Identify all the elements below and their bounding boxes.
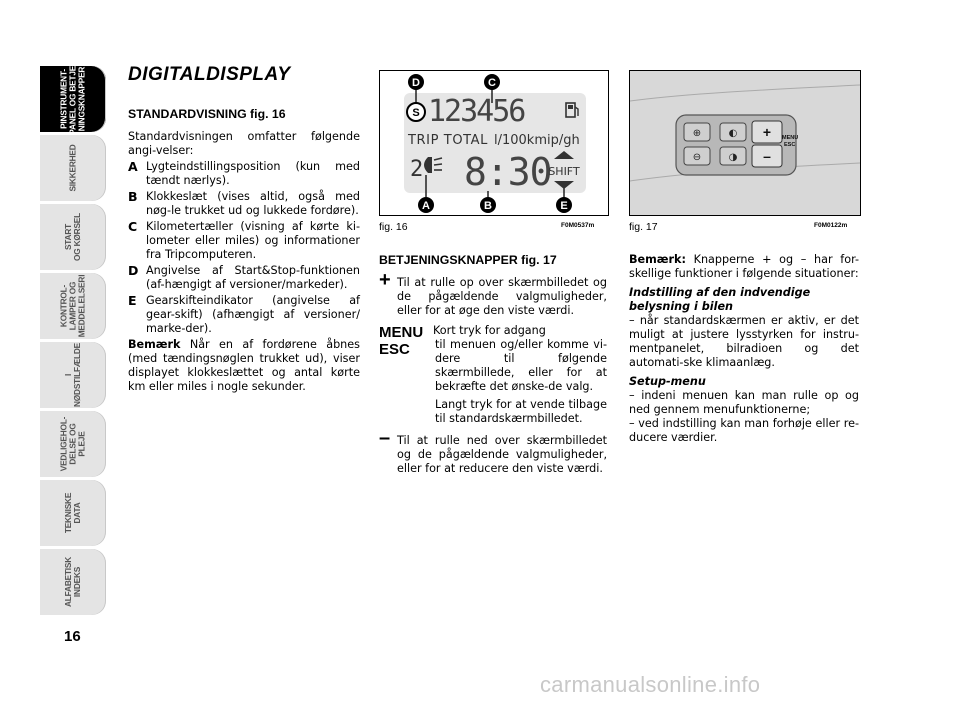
consumption-unit-label: l/100kmip/gh xyxy=(494,133,580,148)
note-text: Knapperne + og – har for-skellige funktioner i følgende situationer: xyxy=(629,253,859,280)
paragraph-interior-lighting: – når standardskærmen er aktiv, er det muligt at justere lysstyrken for instru-mentpanelet, bilradioen og det automati-ske klimaanlæg. xyxy=(629,314,859,369)
paragraph-setup-menu-1: – indeni menuen kan man rulle op og ned gennem menufunktionerne; xyxy=(629,389,859,416)
section-title: DIGITALDISPLAY xyxy=(128,64,291,85)
esc-word: ESC xyxy=(379,341,410,358)
light-position-value: 2 xyxy=(410,157,424,182)
controls-illustration xyxy=(630,71,860,215)
item-text: Lygteindstillingsposition (kun med tændt nærlys). xyxy=(146,160,360,187)
note-label: Bemærk: xyxy=(629,253,686,266)
plus-description xyxy=(379,269,607,318)
plus-symbol: + xyxy=(762,124,772,140)
tab-label: TEKNISKE DATA xyxy=(63,492,82,534)
rear-fog-icon: ⊖ xyxy=(692,152,702,163)
headlight-small-icon: ◐ xyxy=(728,128,738,139)
figure-17-caption: fig. 17 xyxy=(629,221,658,233)
callout-a-letter: A xyxy=(422,200,430,212)
menu-esc-description xyxy=(379,324,607,426)
item-letter: D xyxy=(128,263,139,278)
item-text: Klokkeslæt (vises altid, også med nøg-le trukket ud og lukkede fordøre). xyxy=(146,190,360,217)
minus-symbol: – xyxy=(379,427,391,449)
list-item xyxy=(128,264,360,292)
tab-label: VEDLIGEHOL- DELSE OG PLEJE xyxy=(58,416,87,472)
plus-symbol: + xyxy=(379,269,391,291)
figure-16-display xyxy=(379,70,609,216)
note xyxy=(629,253,859,281)
note-text: Når en af fordørene åbnes (med tændingsnøglen trukket ud), viser displayet klokkeslættet og antal kørte km eller miles i nogle sekunder. xyxy=(128,338,360,393)
intro-text: Standardvisningen omfatter følgende angi-velser: xyxy=(128,130,360,157)
item-text: Gearskifteindikator (angivelse af gear-skift) (afhængigt af versioner/ marke-der). xyxy=(146,294,360,335)
menu-word: MENU xyxy=(379,324,424,341)
tab-label: START OG KØRSEL xyxy=(63,213,82,261)
menu-label: MENU xyxy=(782,135,799,141)
column-standard-view xyxy=(128,64,360,394)
tab-maintenance[interactable] xyxy=(40,411,106,477)
tab-safety[interactable] xyxy=(40,135,106,201)
callout-b-letter: B xyxy=(484,200,492,212)
callout-c-letter: C xyxy=(488,77,496,89)
figure-16-caption: fig. 16 xyxy=(379,221,408,233)
tab-label: KONTROL- LAMPER OG MEDDELELSERI xyxy=(58,274,87,338)
tab-instrument-panel[interactable] xyxy=(40,63,106,135)
esc-label: ESC xyxy=(784,142,796,148)
item-text: Angivelse af Start&Stop-funktionen (af-hængigt af versioner/markeder). xyxy=(146,264,360,291)
tab-label: SIKKERHED xyxy=(67,144,78,192)
item-letter: A xyxy=(128,159,138,174)
callout-e-letter: E xyxy=(560,200,568,212)
shift-label: SHIFT xyxy=(548,165,580,178)
tab-label: I NØDSTILFÆLDE xyxy=(63,343,82,407)
paragraph-setup-menu-2: – ved indstilling kan man forhøje eller re-ducere værdier. xyxy=(629,417,859,444)
tab-start-driving[interactable] xyxy=(40,204,106,270)
watermark: carmanualsonline.info xyxy=(540,672,761,697)
tab-label: PINSTRUMENT- PANEL OG BETJE- NINGSKNAPPER xyxy=(58,63,87,135)
list-item xyxy=(128,160,360,188)
headlight-small-icon: ◑ xyxy=(728,152,738,163)
note-label: Bemærk xyxy=(128,338,181,351)
callout-d-letter: D xyxy=(412,77,420,89)
minus-description xyxy=(379,427,607,476)
note xyxy=(128,338,360,394)
plus-text: Til at rulle op over skærmbilledet og de pågældende valgmuligheder, eller for at øge den viste værdi. xyxy=(397,276,607,317)
minus-text: Til at rulle ned over skærmbilledet og de pågældende valgmuligheder, eller for at reducere den viste værdi. xyxy=(397,434,607,475)
subhead-standard-view: STANDARDVISNING fig. 16 xyxy=(128,107,286,121)
display-illustration xyxy=(380,71,608,215)
tab-warning-lights[interactable] xyxy=(40,273,106,339)
menu-esc-symbol xyxy=(379,324,423,358)
odometer-readout: 123456 xyxy=(428,94,525,129)
trip-total-label: TRIP TOTAL xyxy=(408,133,489,148)
menu-short-press-text: til menuen og/eller komme vi-dere til følgende skærmbillede, eller for at bekræfte det ønske-de valg. xyxy=(435,338,607,393)
page-number: 16 xyxy=(64,628,81,645)
front-fog-icon: ⊕ xyxy=(692,128,702,139)
heading-interior-lighting: Indstilling af den indvendige belysning i bilen xyxy=(629,286,811,313)
list-item xyxy=(128,294,360,336)
subhead-control-buttons: BETJENINGSKNAPPER fig. 17 xyxy=(379,253,557,267)
list-item xyxy=(128,220,360,262)
item-letter: B xyxy=(128,189,138,204)
start-stop-letter: S xyxy=(412,107,420,119)
item-letter: E xyxy=(128,293,137,308)
menu-long-press-text: Langt tryk for at vende tilbage til standardskærmbilledet. xyxy=(435,398,607,425)
column-notes xyxy=(629,253,859,445)
tab-emergency[interactable] xyxy=(40,342,106,408)
tab-label: ALFABETISK INDEKS xyxy=(63,556,82,608)
clock-readout: 8:30 xyxy=(464,150,552,194)
figure-16-code: F0M0537m xyxy=(561,222,595,229)
menu-short-press-intro: Kort tryk for adgang xyxy=(433,324,546,337)
tab-technical-data[interactable] xyxy=(40,480,106,546)
item-letter: C xyxy=(128,219,138,234)
list-item xyxy=(128,190,360,218)
column-control-buttons xyxy=(379,253,607,480)
figure-17-code: F0M0122m xyxy=(814,222,848,229)
tab-index[interactable] xyxy=(40,549,106,615)
figure-17-controls xyxy=(629,70,861,216)
heading-setup-menu: Setup-menu xyxy=(629,375,706,388)
minus-symbol: – xyxy=(763,148,771,164)
item-text: Kilometertæller (visning af kørte ki-lometer eller miles) og informationer fra Tripcomputeren. xyxy=(146,220,360,261)
